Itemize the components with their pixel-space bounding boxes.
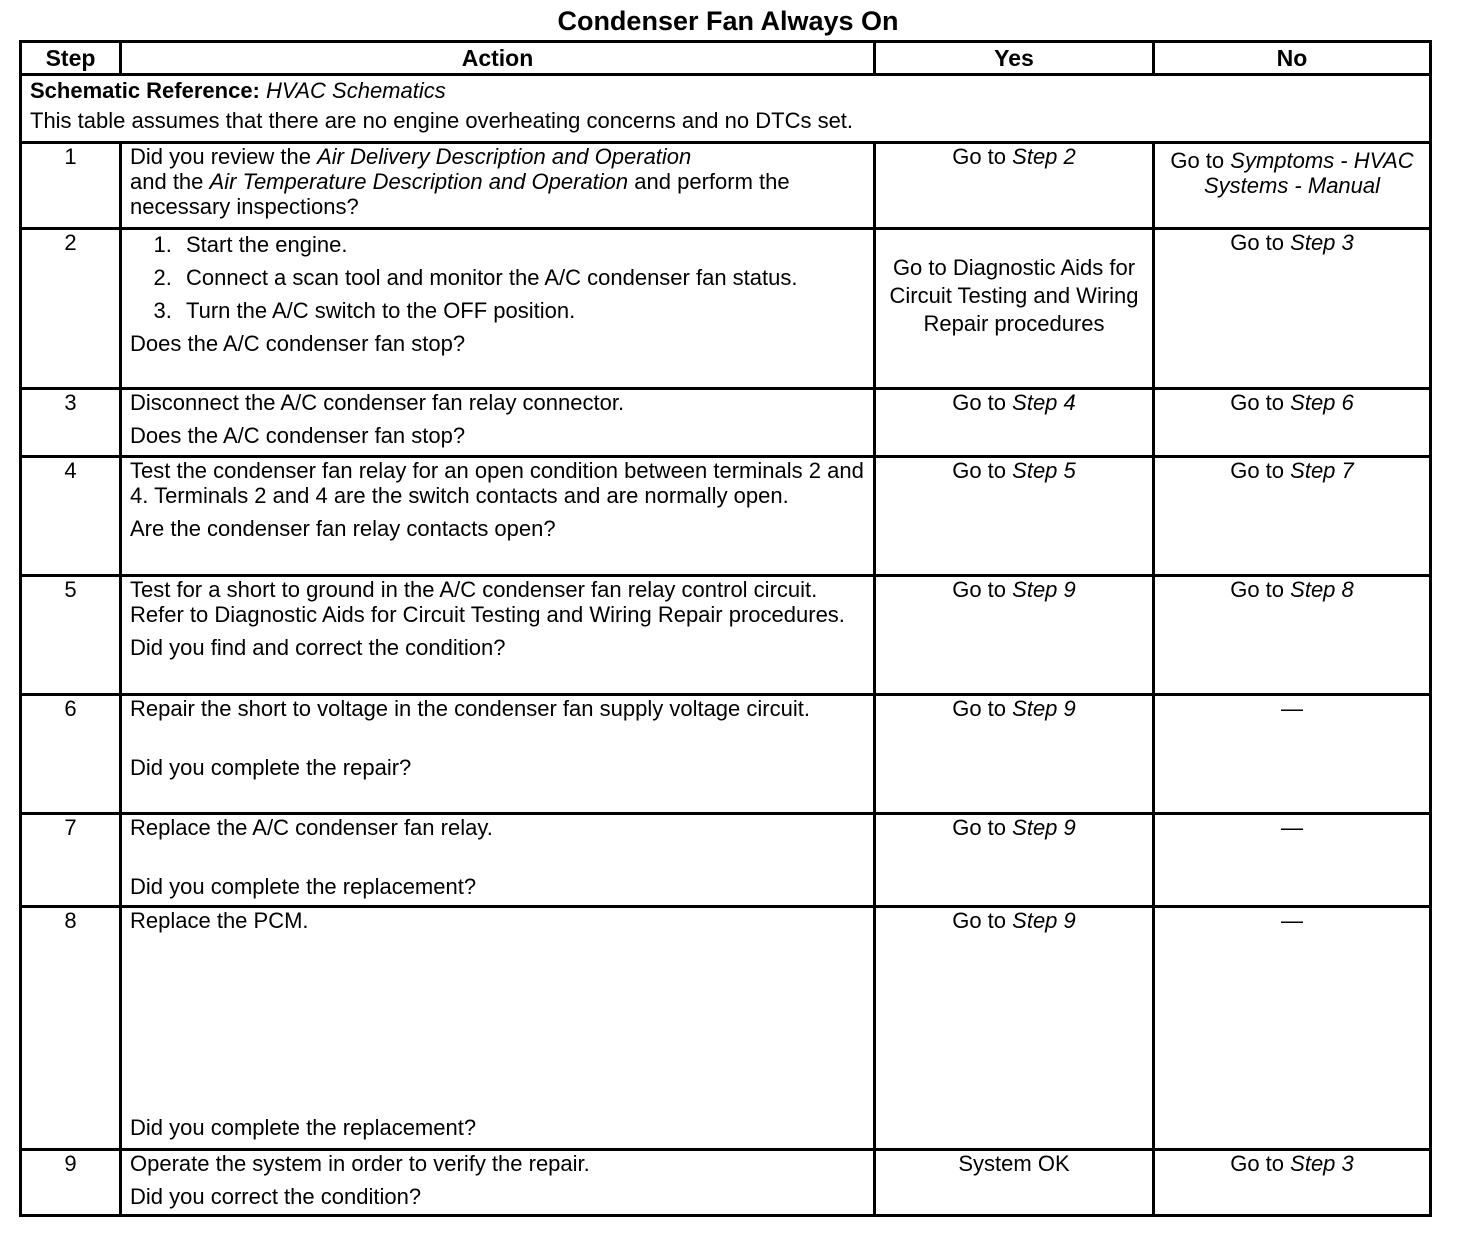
- no-cell: Go to Step 6: [1154, 389, 1431, 457]
- header-row: [21, 42, 1431, 75]
- diagnostic-table: [19, 40, 1432, 1217]
- action-cell: Repair the short to voltage in the condenser fan supply voltage circuit. Did you complete the repair?: [121, 695, 875, 814]
- step-link[interactable]: Step 9: [1012, 815, 1076, 840]
- header-step: Step: [21, 42, 121, 75]
- no-cell: [1154, 814, 1431, 907]
- table-row: [21, 1150, 1431, 1216]
- step-link[interactable]: Step 9: [1012, 577, 1076, 602]
- header-yes: Yes: [875, 42, 1154, 75]
- step-link[interactable]: Step 7: [1290, 458, 1354, 483]
- yes-cell: Go to Step 2: [875, 143, 1154, 229]
- action-cell: Did you review the Air Delivery Description and Operation and the Air Temperature Description and Operation and perform the necessary inspections?: [121, 143, 875, 229]
- step-link[interactable]: Symptoms - HVAC Systems - Manual: [1203, 148, 1414, 198]
- table-row: [21, 814, 1431, 907]
- header-action: Action: [121, 42, 875, 75]
- step-link[interactable]: Step 9: [1012, 696, 1076, 721]
- question: Did you complete the replacement?: [130, 1115, 477, 1140]
- no-cell: [1154, 695, 1431, 814]
- step-link[interactable]: Step 9: [1012, 908, 1076, 933]
- question: Did you find and correct the condition?: [130, 635, 506, 660]
- question: Are the condenser fan relay contacts open?: [130, 516, 556, 541]
- table-row: [21, 457, 1431, 576]
- yes-cell: Go to Step 9: [875, 695, 1154, 814]
- step-link[interactable]: Step 4: [1012, 390, 1076, 415]
- doc-link[interactable]: Air Temperature Description and Operation: [209, 169, 629, 194]
- list-item: 2. Connect a scan tool and monitor the A/C condenser fan status.: [178, 265, 865, 290]
- table-row: [21, 576, 1431, 695]
- schematic-reference: [21, 75, 1431, 143]
- no-cell: Go to Step 3: [1154, 229, 1431, 389]
- no-dash: —: [1281, 696, 1303, 721]
- step-number: 9: [21, 1150, 121, 1216]
- yes-cell: Go to Step 4: [875, 389, 1154, 457]
- step-link[interactable]: Step 3: [1290, 1151, 1354, 1176]
- step-number: 2: [21, 229, 121, 389]
- no-cell: Go to Symptoms - HVAC Systems - Manual: [1154, 143, 1431, 229]
- step-link[interactable]: Step 6: [1290, 390, 1354, 415]
- no-dash: —: [1281, 815, 1303, 840]
- no-cell: [1154, 907, 1431, 1150]
- yes-cell: Go to Step 5: [875, 457, 1154, 576]
- step-number: 6: [21, 695, 121, 814]
- yes-cell: [875, 229, 1154, 389]
- action-cell: Disconnect the A/C condenser fan relay connector. Does the A/C condenser fan stop?: [121, 389, 875, 457]
- schematic-row: [21, 75, 1431, 143]
- question: Did you correct the condition?: [130, 1184, 422, 1209]
- list-item: 3. Turn the A/C switch to the OFF position.: [178, 298, 865, 323]
- action-cell: [121, 229, 875, 389]
- action-cell: Replace the A/C condenser fan relay. Did you complete the replacement?: [121, 814, 875, 907]
- no-dash: —: [1281, 908, 1303, 933]
- diagnostic-aids-link[interactable]: Go to Diagnostic Aids for Circuit Testing and Wiring Repair procedures: [889, 255, 1139, 336]
- question: Does the A/C condenser fan stop?: [130, 331, 466, 356]
- step-number: 3: [21, 389, 121, 457]
- step-link[interactable]: Step 5: [1012, 458, 1076, 483]
- step-number: 4: [21, 457, 121, 576]
- no-cell: Go to Step 7: [1154, 457, 1431, 576]
- step-link[interactable]: Step 8: [1290, 577, 1354, 602]
- no-cell: Go to Step 8: [1154, 576, 1431, 695]
- action-cell: Operate the system in order to verify the repair. Did you correct the condition?: [121, 1150, 875, 1216]
- step-link[interactable]: Step 2: [1012, 144, 1076, 169]
- schematic-label: Schematic Reference:: [30, 78, 260, 103]
- action-cell: Test the condenser fan relay for an open condition between terminals 2 and 4. Terminals 2 and 4 are the switch contacts and are normally open. Are the condenser fan relay contacts open?: [121, 457, 875, 576]
- table-row: [21, 229, 1431, 389]
- action-cell: Test for a short to ground in the A/C condenser fan relay control circuit. Refer to Diagnostic Aids for Circuit Testing and Wiring Repair procedures. Did you find and correct the condition?: [121, 576, 875, 695]
- action-cell: Replace the PCM. Did you complete the replacement?: [121, 907, 875, 1150]
- table-row: [21, 143, 1431, 229]
- yes-cell: [875, 1150, 1154, 1216]
- question: Does the A/C condenser fan stop?: [130, 423, 466, 448]
- yes-cell: Go to Step 9: [875, 814, 1154, 907]
- list-item: 1. Start the engine.: [178, 232, 865, 257]
- yes-cell: Go to Step 9: [875, 907, 1154, 1150]
- step-link[interactable]: Step 3: [1290, 230, 1354, 255]
- question: Did you complete the replacement?: [130, 874, 477, 899]
- page-title: Condenser Fan Always On: [557, 6, 899, 36]
- no-cell: Go to Step 3: [1154, 1150, 1431, 1216]
- table-row: [21, 389, 1431, 457]
- schematic-link[interactable]: HVAC Schematics: [266, 78, 446, 103]
- system-ok-text: System OK: [958, 1151, 1070, 1176]
- yes-cell: Go to Step 9: [875, 576, 1154, 695]
- header-no: No: [1154, 42, 1431, 75]
- action-list: [130, 232, 865, 323]
- table-row: [21, 907, 1431, 1150]
- question: Did you complete the repair?: [130, 755, 412, 780]
- doc-link[interactable]: Air Delivery Description and Operation: [317, 144, 692, 169]
- step-number: 1: [21, 143, 121, 229]
- table-row: [21, 695, 1431, 814]
- table-note: This table assumes that there are no engine overheating concerns and no DTCs set.: [30, 108, 854, 133]
- step-number: 7: [21, 814, 121, 907]
- step-number: 5: [21, 576, 121, 695]
- step-number: 8: [21, 907, 121, 1150]
